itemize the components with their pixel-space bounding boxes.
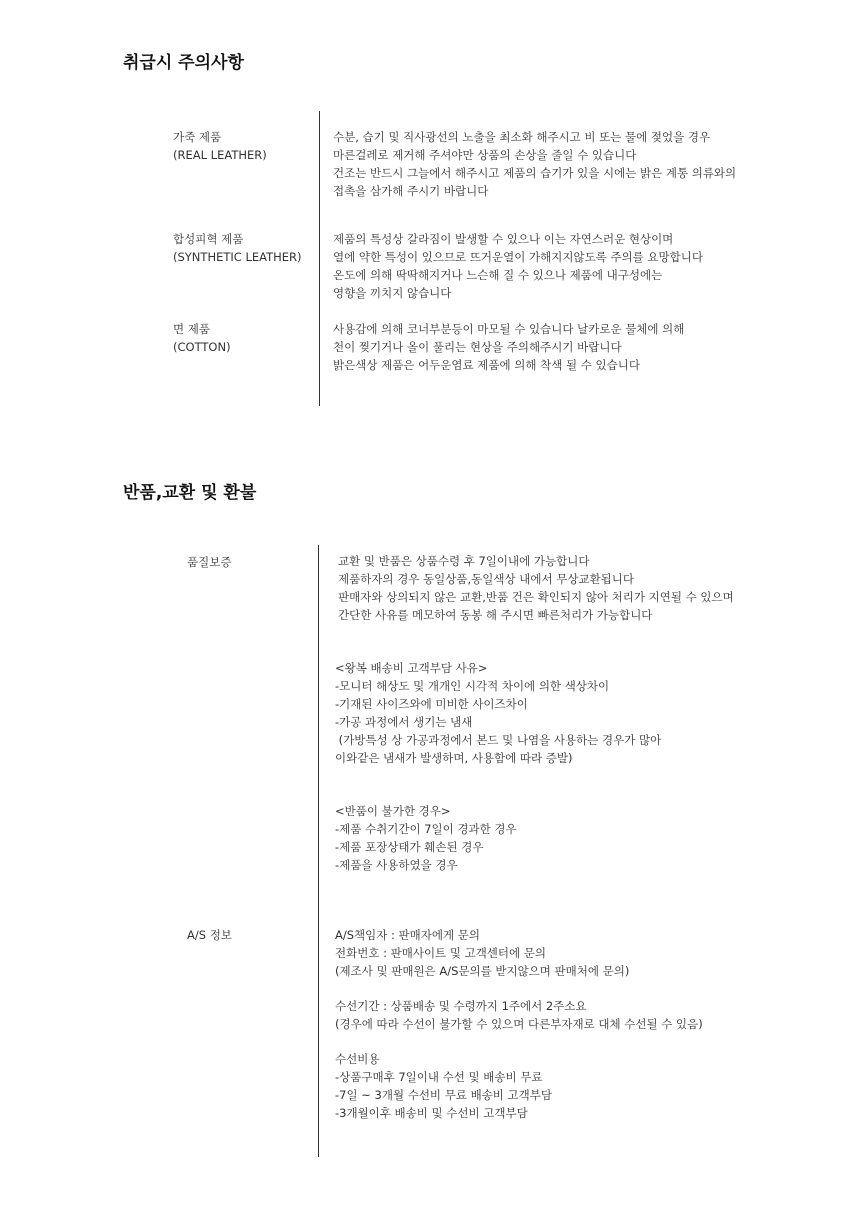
returns-divider — [318, 545, 319, 1157]
care-label-cotton: 면 제품 (COTTON) — [173, 322, 231, 354]
as-repair-cost: 수선비용 -상품구매후 7일이내 수선 및 배송비 무료 -7일 ~ 3개월 수선비 무료 배송비 고객부담 -3개월이후 배송비 및 수선비 고객부담 — [335, 1052, 552, 1120]
care-label-leather: 가죽 제품 (REAL LEATHER) — [173, 130, 267, 162]
care-text-synthetic: 제품의 특성상 갈라짐이 발생할 수 있으나 이는 자연스러운 현상이며 열에 약한 특성이 있으므로 뜨거운열이 가해지지않도록 주의를 요망합니다 온도에 의해 딱딱해지거나 느슨해 질 수 있으나 제품에 내구성에는 영향을 끼치지 않습니다 — [333, 232, 703, 300]
as-repair-period: 수선기간 : 상품배송 및 수령까지 1주에서 2주소요 (경우에 따라 수선이 불가할 수 있으며 다른부자재로 대체 수선될 수 있음) — [335, 999, 703, 1031]
care-divider — [319, 111, 320, 406]
care-label-synthetic: 합성피혁 제품 (SYNTHETIC LEATHER) — [173, 232, 302, 264]
as-contact: A/S책임자 : 판매자에게 문의 전화번호 : 판매사이트 및 고객센터에 문의 (제조사 및 판매원은 A/S문의를 받지않으며 판매처에 문의) — [335, 928, 630, 978]
quality-text: 교환 및 반품은 상품수령 후 7일이내에 가능합니다 제품하자의 경우 동일상품,동일색상 내에서 무상교환됩니다 판매자와 상의되지 않은 교환,반품 건은 확인되지 않아 처리가 지연될 수 있으며 간단한 사유를 메모하여 동봉 해 주시면 빠른처리가 가능합니다 — [338, 554, 734, 622]
quality-label: 품질보증 — [187, 555, 232, 569]
care-section-title: 취급시 주의사항 — [123, 53, 244, 73]
non-returnable-cases: <반품이 불가한 경우> -제품 수취기간이 7일이 경과한 경우 -제품 포장상태가 훼손된 경우 -제품을 사용하였을 경우 — [335, 804, 517, 872]
returns-section-title: 반품,교환 및 환불 — [123, 483, 257, 503]
care-text-cotton: 사용감에 의해 코너부분등이 마모될 수 있습니다 날카로운 물체에 의해 천이 찢기거나 올이 풀리는 현상을 주의해주시기 바랍니다 밝은색상 제품은 어두운염료 제품에 의해 착색 될 수 있습니다 — [333, 322, 685, 372]
shipping-fee-reasons: <왕복 배송비 고객부담 사유> -모니터 해상도 및 개개인 시각적 차이에 의한 색상차이 -기재된 사이즈와에 미비한 사이즈차이 -가공 과정에서 생기는 냄새 (가방특성 상 가공과정에서 본드 및 나염을 사용하는 경우가 많아 이와같은 냄새가 발생하며, 사용함에 따라 증발) — [335, 661, 662, 765]
care-text-leather: 수분, 습기 및 직사광선의 노출을 최소화 해주시고 비 또는 물에 젖었을 경우 마른걸레로 제거해 주셔야만 상품의 손상을 줄일 수 있습니다 건조는 반드시 그늘에서 해주시고 제품의 습기가 있을 시에는 밝은 계통 의류와의 접촉을 삼가해 주시기 바랍니다 — [333, 130, 737, 198]
as-label: A/S 정보 — [187, 928, 232, 942]
